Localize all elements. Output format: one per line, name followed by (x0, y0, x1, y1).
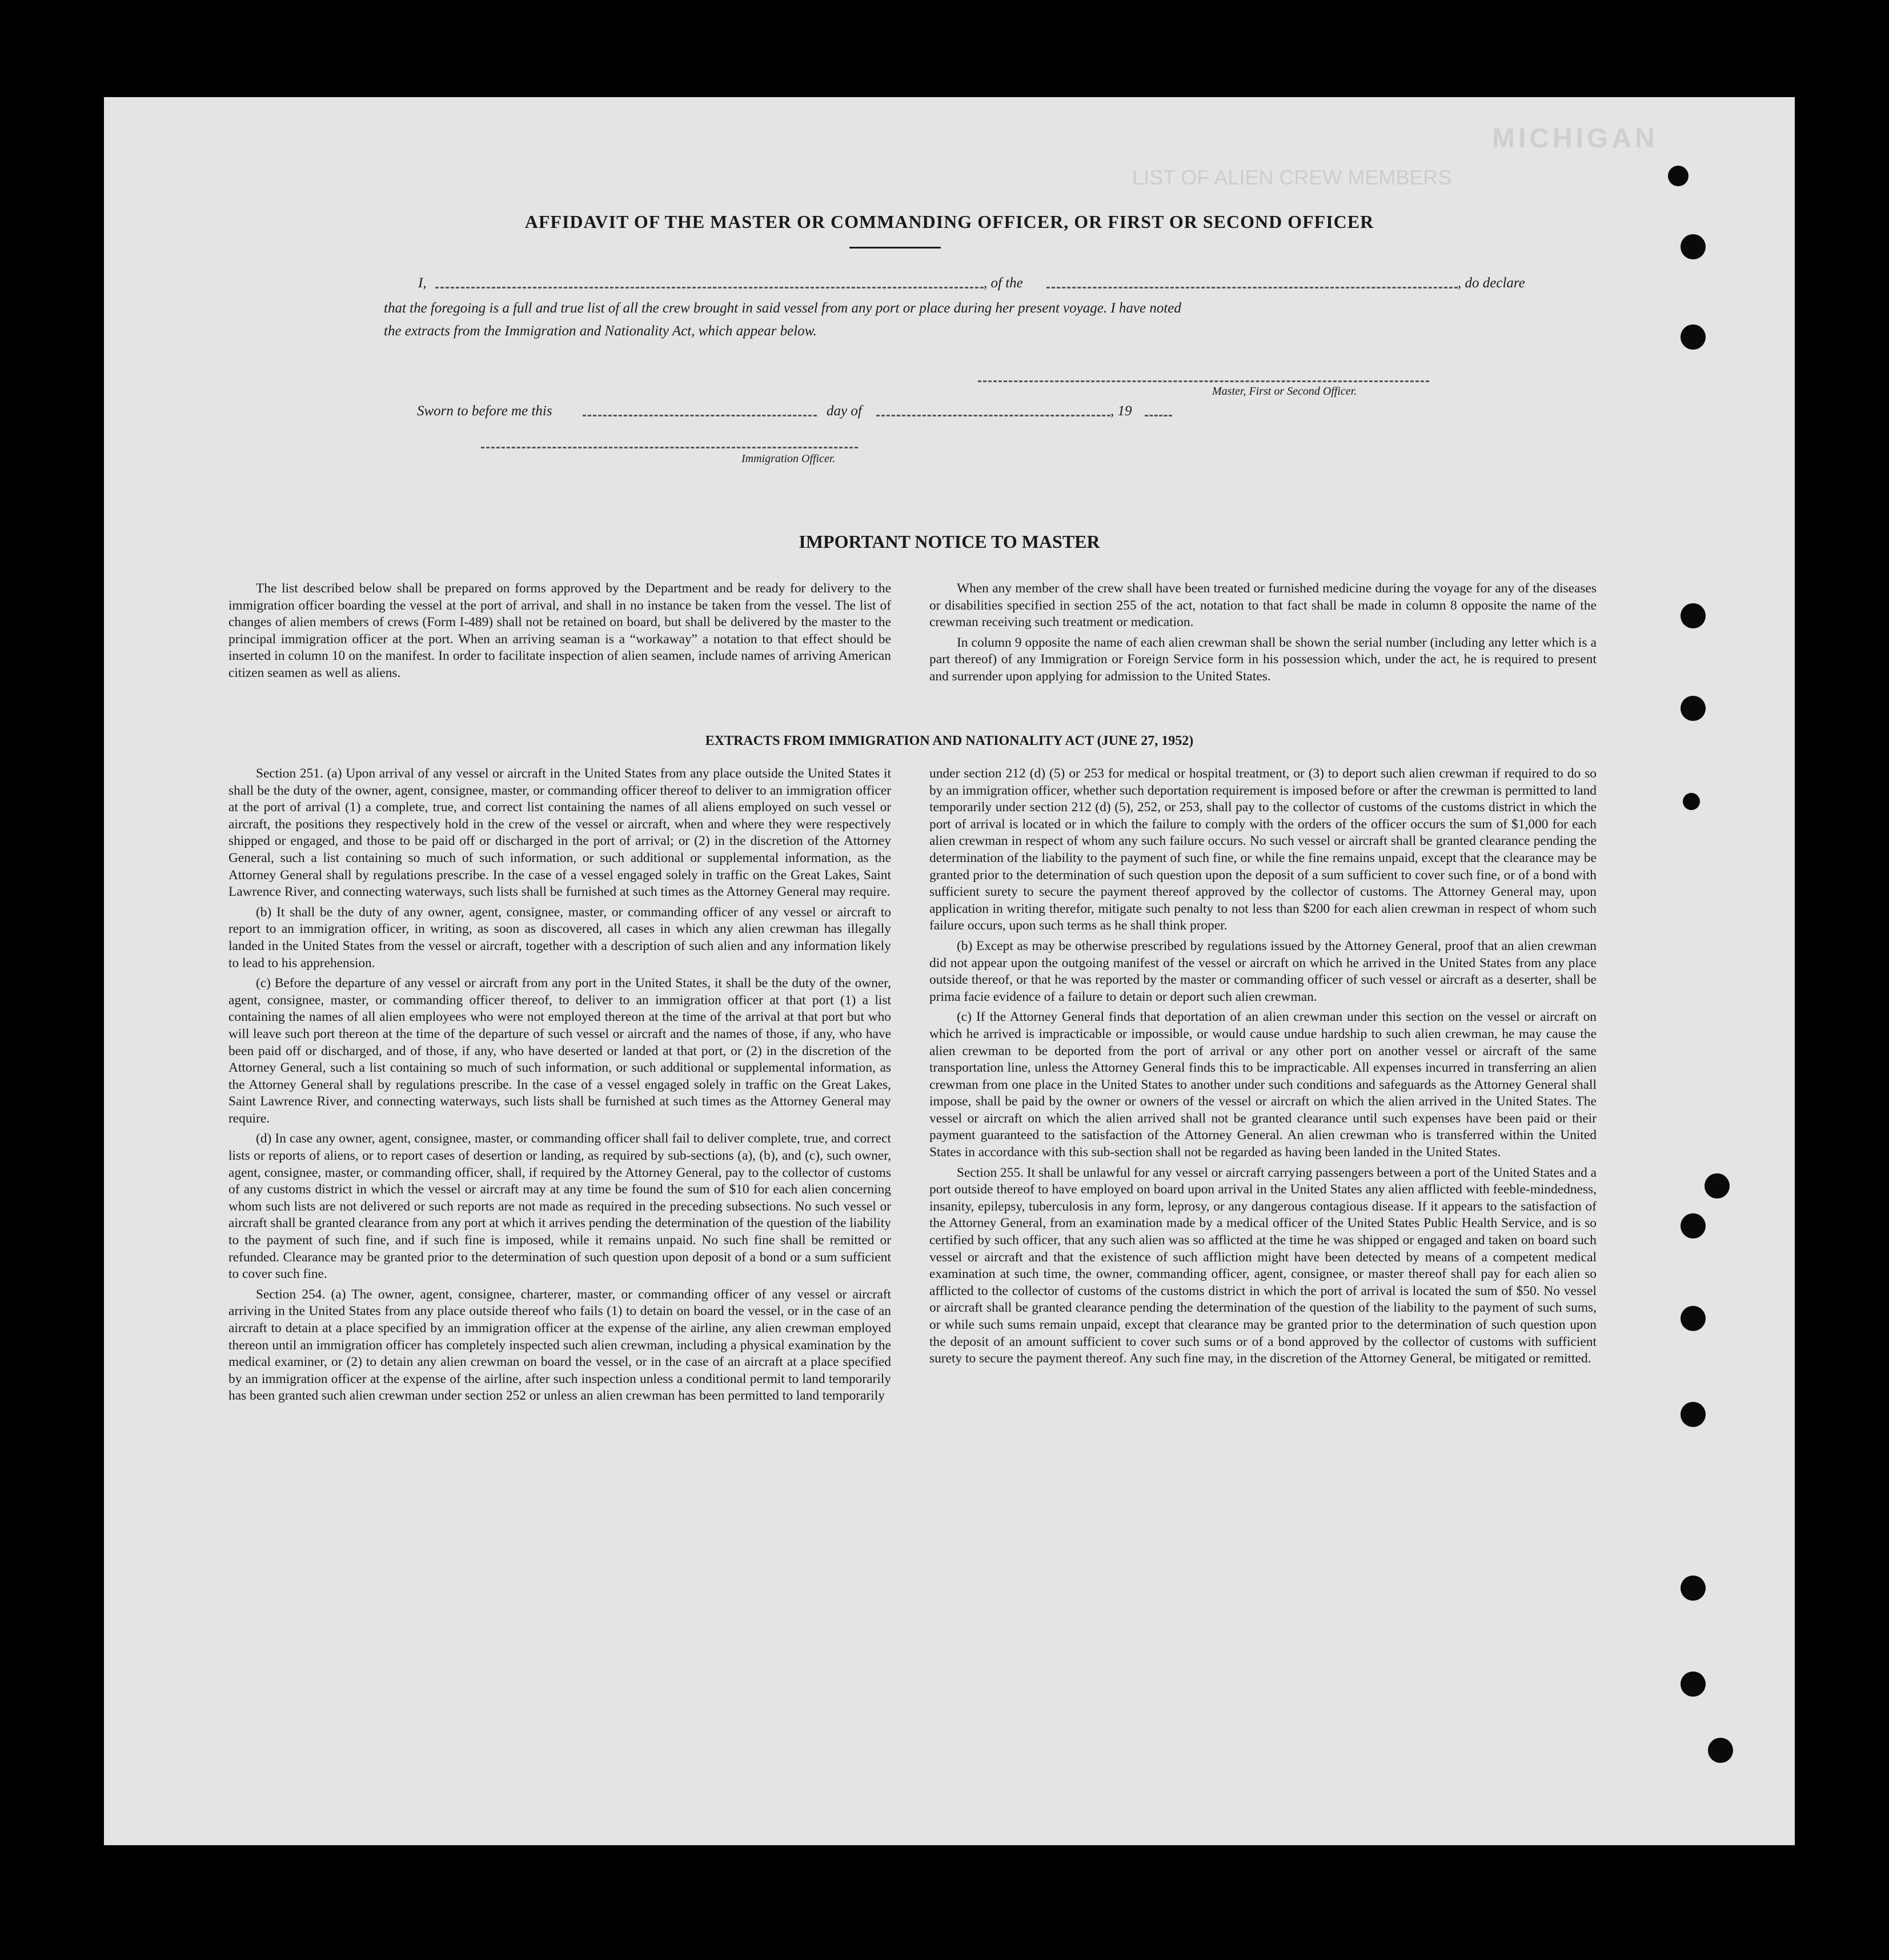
notice-heading: IMPORTANT NOTICE TO MASTER (799, 531, 1100, 552)
affidavit-i-label: I, (418, 275, 427, 291)
affidavit-declare-label: , do declare (1458, 275, 1525, 291)
punch-hole (1681, 1402, 1706, 1427)
extracts-right-column (929, 765, 1597, 1371)
notice-paragraph: When any member of the crew shall have been treated or furnished medicine during the voyage for any of the diseases or disabilities specified in section 255 of the act, notation to that fact shall be made in column 8 opposite the name of the crewman receiving such treatment or medication. (929, 581, 1597, 630)
punch-hole (1681, 1576, 1706, 1601)
punch-hole (1708, 1738, 1733, 1763)
notice-left-column (228, 580, 891, 686)
extract-paragraph: Section 254. (a) The owner, agent, consignee, charterer, master, or commanding officer of any vessel or aircraft arriving in the United States from any place outside thereof who fails (1) to detain on board the vessel, or in the case of an aircraft to detain at a place specified by an immigration officer at the expense of the airline, any alien crewman employed thereon until an immigration officer has completely inspected such alien crewman, including a physical examination by the medical examiner, or (2) to detain any alien crewman on board the vessel, or in the case of an aircraft at a place specified by an immigration officer at the expense of the airline, after such inspection unless a conditional permit to land temporarily has been granted such alien crewman under section 252 or unless an alien crewman has been permitted to land temporarily (228, 1286, 891, 1404)
extracts-heading: EXTRACTS FROM IMMIGRATION AND NATIONALITY ACT (JUNE 27, 1952) (705, 734, 1194, 748)
master-signature-blank (978, 380, 1429, 382)
sworn-month-blank (876, 415, 1110, 416)
punch-hole (1668, 166, 1689, 186)
extract-paragraph: (b) Except as may be otherwise prescribed by regulations issued by the Attorney General, proof that an alien crewman did not appear upon the outgoing manifest of the vessel or aircraft on which he arrived in the United States from any place outside thereof, or that he was reported by the master or commanding officer of such vessel or aircraft as a deserter, shall be prima facie evidence of a failure to detain or deport such alien crewman. (929, 938, 1597, 1004)
sworn-day-blank (583, 415, 817, 416)
punch-hole (1681, 1306, 1706, 1331)
sworn-label: Sworn to before me this (417, 403, 552, 419)
year-label: , 19 (1110, 403, 1132, 419)
affidavit-title: AFFIDAVIT OF THE MASTER OR COMMANDING OFFICER, OR FIRST OR SECOND OFFICER (524, 211, 1374, 232)
vessel-blank (1046, 287, 1458, 288)
extract-paragraph: Section 255. It shall be unlawful for any vessel or aircraft carrying passengers between a port of the United States and a port outside thereof to have employed on board upon arrival in the United States any alien afflicted with feeble-mindedness, insanity, epilepsy, tuberculosis in any form, leprosy, or any dangerous contagious disease. If it appears to the satisfaction of the Attorney General, from an examination made by a medical officer of the United States Public Health Service, and is so certified by such officer, that any such alien was so afflicted at the time he was shipped or engaged and taken on board such vessel or aircraft and that the existence of such affliction might have been detected by means of a competent medical examination at such time, the owner, commanding officer, agent, consignee, or master thereof shall pay for each alien so afflicted to the collector of customs of the customs district in which the port of arrival is located the sum of $50. No vessel or aircraft shall be granted clearance pending the determination of the question of the liability to the payment of such sums, or while such sums remain unpaid, except that clearance may be granted prior to the determination of such question upon the deposit of an amount sufficient to cover such sums or of a bond approved by the collector of customs with sufficient surety to secure the payment thereof. Any such fine may, in the discretion of the Attorney General, be mitigated or remitted. (929, 1165, 1597, 1366)
title-underline (849, 247, 941, 248)
document-page (104, 97, 1795, 1845)
affidavit-statement-line: that the foregoing is a full and true list of all the crew brought in said vessel from any port or place during her present voyage. I have noted (384, 300, 1181, 316)
extract-paragraph: (c) Before the departure of any vessel or aircraft from any port in the United States, it shall be the duty of the owner, agent, consignee, master, or commanding officer thereof, to deliver to an immigration officer at that port (1) a list containing the names of all alien employees who were not employed thereon at the time of the arrival at that port but who will leave such port thereon at the time of the departure of such vessel or aircraft and the names of those, if any, who have been paid off or discharged, and of those, if any, who have deserted or landed at that port, or (2) in the discretion of the Attorney General, such a list containing so much of such information, or such additional or supplemental information, as the Attorney General shall by regulations prescribe. In the case of a vessel engaged solely in traffic on the Great Lakes, Saint Lawrence River, and connecting waterways, such lists shall be furnished at such times as the Attorney General may require. (228, 976, 891, 1126)
notice-paragraph: The list described below shall be prepared on forms approved by the Department and be ready for delivery to the immigration officer boarding the vessel at the port of arrival, and shall in no instance be taken from the vessel. The list of changes of alien members of crews (Form I-489) shall not be retained on board, but shall be delivered by the master to the principal immigration officer at the port. When an arriving seaman is a “workaway” a notation to that effect should be inserted in column 10 on the manifest. In order to facilitate inspection of alien seamen, include names of arriving American citizen seamen as well as aliens. (228, 581, 891, 680)
officer-signature-blank (481, 447, 858, 448)
punch-hole (1681, 603, 1706, 628)
punch-hole (1681, 1213, 1706, 1238)
punch-hole (1681, 234, 1706, 259)
extracts-left-column (228, 765, 891, 1408)
notice-right-column (929, 580, 1597, 689)
affidavit-of-the-label: , of the (984, 275, 1023, 291)
extract-paragraph: (d) In case any owner, agent, consignee, master, or commanding officer shall fail to deliver complete, true, and correct lists or reports of aliens, or to report cases of desertion or landing, as required by sub-sections (a), (b), and (c), such owner, agent, consignee, master, or commanding officer, shall, if required by the Attorney General, pay to the collector of customs of any customs district in which the vessel or aircraft may at any time be found the sum of $10 for each alien concerning whom such lists are not delivered or such reports are not made as required in the preceding subsections. No such vessel or aircraft shall be granted clearance from any port at which it arrives pending the determination of the question of the liability to the payment of such fine, and if such fine is imposed, while it remains unpaid. No such fine shall be remitted or refunded. Clearance may be granted prior to the determination of such question upon deposit of a bond or a sum sufficient to cover such fine. (228, 1131, 891, 1282)
extract-paragraph: (b) It shall be the duty of any owner, agent, consignee, master, or commanding officer of any vessel or aircraft to report to an immigration officer, in writing, as soon as discovered, all cases in which any alien crewman has illegally landed in the United States from the vessel or aircraft, together with a description of such alien and any information likely to lead to his apprehension. (228, 904, 891, 971)
punch-hole (1681, 1672, 1706, 1697)
year-blank (1145, 415, 1172, 416)
punch-hole (1681, 696, 1706, 721)
day-of-label: day of (827, 403, 862, 419)
punch-hole (1681, 324, 1706, 350)
master-signature-label: Master, First or Second Officer. (1212, 385, 1357, 398)
name-blank (435, 287, 984, 288)
extract-paragraph: under section 212 (d) (5) or 253 for medical or hospital treatment, or (3) to deport such alien crewman if required to do so by an immigration officer, whether such deportation requirement is imposed before or after the crewman is permitted to land temporarily under section 212 (d) (5), 252, or 253, shall pay to the collector of customs of the customs district in which the port of arrival is located or in which the failure to comply with the orders of the officer occurs the sum of $1,000 for each alien crewman in respect of whom any such failure occurs. No such vessel or aircraft shall be granted clearance pending the determination of the liability to the payment of such fine, or while the fine remains unpaid, except that the clearance may be granted prior to the determination of such question upon the deposit of a sum sufficient to cover such fine, or of a bond with sufficient surety to secure the payment thereof approved by the collector of customs. The Attorney General may, upon application in writing therefor, mitigate such penalty to not less than $200 for each alien crewman in respect of whom such failure occurs, upon such terms as he shall think proper. (929, 766, 1597, 933)
extract-paragraph: Section 251. (a) Upon arrival of any vessel or aircraft in the United States from any place outside the United States it shall be the duty of the owner, agent, consignee, master, or commanding officer thereof to deliver to an immigration officer at the port of arrival (1) a complete, true, and correct list containing the names of all aliens employed on such vessel or aircraft, the positions they respectively hold in the crew of the vessel or aircraft, when and where they were respectively shipped or engaged, and those to be paid off or discharged in the port of arrival; or (2) in the discretion of the Attorney General, such a list containing so much of such information, or such additional or supplemental information, as the Attorney General shall by regulations prescribe. In the case of a vessel engaged solely in traffic on the Great Lakes, Saint Lawrence River, and connecting waterways, such lists shall be furnished at such times as the Attorney General may require. (228, 766, 891, 900)
punch-hole (1683, 793, 1700, 810)
notice-paragraph: In column 9 opposite the name of each alien crewman shall be shown the serial number (including any letter which is a part thereof) of any Immigration or Foreign Service form in his possession which, under the act, he is required to present and surrender upon applying for admission to the United States. (929, 635, 1597, 684)
officer-signature-label: Immigration Officer. (741, 452, 836, 465)
bleed-through-text: MICHIGAN (1492, 123, 1658, 154)
affidavit-statement-line: the extracts from the Immigration and Nationality Act, which appear below. (384, 323, 817, 339)
extract-paragraph: (c) If the Attorney General finds that deportation of an alien crewman under this section on the vessel or aircraft on which he arrived is impracticable or impossible, or would cause undue hardship to such alien crewman, he may cause the alien crewman to be deported from the port of arrival or any other port on another vessel or aircraft of the same transportation line, unless the Attorney General finds this to be impracticable. All expenses incurred in transferring an alien crewman from one place in the United States to another under such conditions and safeguards as the Attorney General shall impose, shall be paid by the owner or owners of the vessel or aircraft on which the alien arrived in the United States. The vessel or aircraft on which the alien arrived shall not be granted clearance until such expenses have been paid or their payment guaranteed to the satisfaction of the Attorney General. An alien crewman who is transferred within the United States in accordance with this sub-section shall not be regarded as having been landed in the United States. (929, 1009, 1597, 1160)
punch-hole (1704, 1173, 1730, 1199)
bleed-through-text: LIST OF ALIEN CREW MEMBERS (1132, 166, 1452, 189)
